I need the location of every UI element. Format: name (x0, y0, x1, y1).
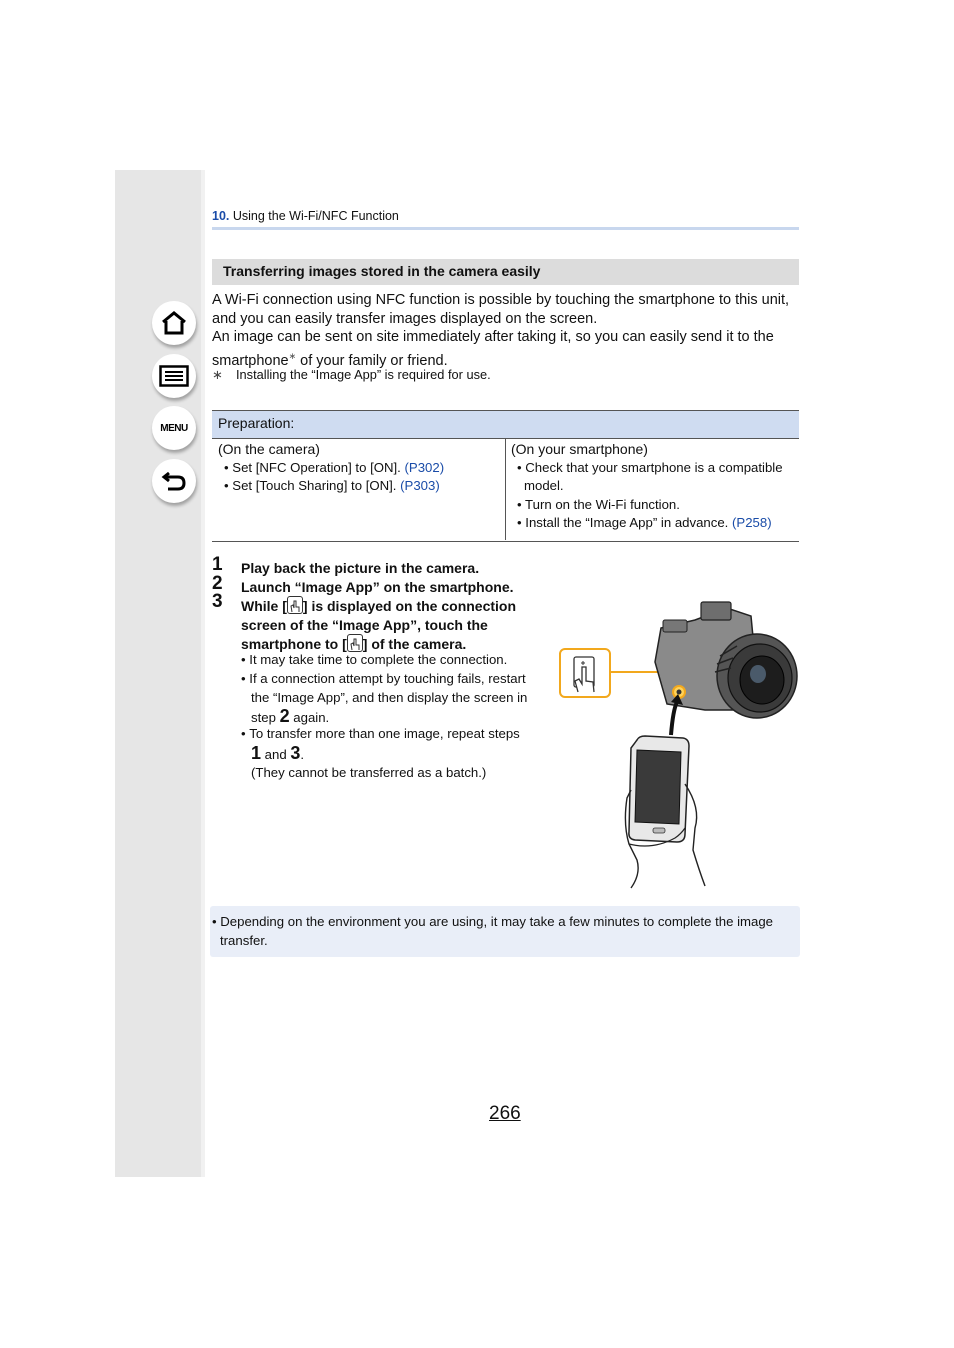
item-text: Check that your smartphone is a compatible (525, 459, 783, 475)
smartphone-column (511, 440, 799, 533)
list-item: • Set [NFC Operation] to [ON]. (P302) (224, 459, 445, 475)
intro-paragraph (212, 291, 799, 370)
nfc-touch-illustration (555, 598, 801, 890)
step-number: 1 (212, 554, 223, 575)
section-heading-bar (212, 259, 799, 285)
step3-note: • It may take time to complete the connection. (241, 652, 508, 667)
column-divider (505, 439, 506, 540)
note-text: and (261, 746, 291, 762)
step-text: Launch “Image App” on the smartphone. (241, 579, 514, 595)
page-number[interactable]: 266 (489, 1103, 521, 1124)
step-reference: 2 (279, 706, 290, 726)
note-text: the “Image App”, and then display the screen in (251, 689, 528, 705)
intro-line: A Wi-Fi connection using NFC function is possible by touching the smartphone to this unit, (212, 292, 790, 308)
list-item: • Install the “Image App” in advance. (P258) (517, 515, 772, 530)
item-text: Install the “Image App” in advance. (525, 515, 733, 530)
note-text: It may take time to complete the connection. (249, 652, 508, 667)
table-of-contents-button[interactable] (152, 354, 196, 398)
preparation-label: Preparation: (218, 415, 295, 431)
item-text: model. (524, 478, 564, 493)
step-text-part: ] of the camera. (362, 636, 467, 652)
menu-button[interactable] (152, 406, 196, 450)
page-link-p303[interactable]: (P303) (400, 478, 440, 493)
list-item: • Check that your smartphone is a compatible model. (517, 459, 783, 493)
home-icon (160, 310, 188, 336)
footnote-text: Installing the “Image App” is required for use. (236, 367, 491, 382)
page-link-p258[interactable]: (P258) (732, 515, 772, 530)
list-icon (159, 365, 189, 387)
intro-line: and you can easily transfer images displayed on the screen. (212, 310, 598, 327)
intro-text: of your family or friend. (296, 352, 448, 369)
step-reference: 3 (290, 742, 301, 763)
remark-box (210, 906, 800, 957)
back-button[interactable] (152, 459, 196, 503)
home-button[interactable] (152, 301, 196, 345)
note-text: To transfer more than one image, repeat steps (249, 726, 520, 741)
footnote (212, 367, 491, 383)
smartphone-image (629, 736, 689, 842)
note-text: If a connection attempt by touching fails, restart (249, 671, 526, 686)
preparation-header (212, 411, 799, 439)
smartphone-column-title: (On your smartphone) (511, 441, 648, 457)
step-number: 2 (212, 573, 223, 594)
camera-column (218, 440, 500, 496)
back-arrow-icon (160, 468, 188, 494)
preparation-table (212, 410, 799, 542)
step-text-part: screen of the “Image App”, touch the (241, 616, 488, 633)
note-text: . (300, 746, 305, 762)
page-link-p302[interactable]: (P302) (404, 459, 445, 475)
header-divider (212, 227, 799, 230)
touch-sharing-icon (347, 634, 363, 652)
remark-text: • Depending on the environment you are using, it may take a few minutes to complete the image transfer. (212, 914, 774, 948)
intro-text: smartphone (212, 352, 289, 369)
step3-note: • If a connection attempt by touching fails, restart the “Image App”, and then display the screen in step 2 again. (241, 671, 528, 726)
remark-line: Depending on the environment you are using, it may take a few minutes to complete the image (220, 914, 774, 929)
footnote-marker: ∗ (288, 350, 297, 361)
list-item: • Turn on the Wi-Fi function. (517, 496, 680, 512)
intro-line: An image can be sent on site immediately after taking it, so you can easily send it to the (212, 329, 774, 345)
camera-column-title: (On the camera) (218, 441, 320, 457)
step-text-part: While [ (241, 598, 287, 614)
touch-sharing-callout-icon (560, 649, 610, 697)
step-text-part: ] is displayed on the connection (302, 598, 517, 614)
remark-line: transfer. (220, 932, 268, 948)
step-reference: 1 (251, 742, 262, 763)
step-text: Play back the picture in the camera. (241, 560, 480, 576)
section-title: Transferring images stored in the camera easily (223, 263, 541, 279)
note-text: step (251, 710, 280, 725)
step-number: 3 (212, 591, 223, 612)
chapter-number: 10. (212, 209, 230, 223)
step3-note: • To transfer more than one image, repeat steps 1 and 3. (They cannot be transferred as a batch.) (241, 726, 520, 780)
menu-label: MENU (160, 422, 188, 434)
note-text: again. (289, 710, 330, 725)
footnote-star: ∗ (212, 367, 223, 382)
list-item: • Set [Touch Sharing] to [ON]. (P303) (224, 478, 440, 493)
item-text: Set [Touch Sharing] to [ON]. (232, 478, 401, 493)
note-text: (They cannot be transferred as a batch.) (251, 765, 487, 780)
touch-sharing-icon (287, 596, 303, 614)
chapter-header (212, 209, 399, 223)
sidebar-edge (201, 170, 205, 1177)
chapter-title: Using the Wi-Fi/NFC Function (232, 209, 399, 223)
step-text-part: smartphone to [ (241, 636, 347, 652)
step-text (241, 596, 541, 654)
item-text: Set [NFC Operation] to [ON]. (232, 459, 405, 475)
item-text: Turn on the Wi-Fi function. (525, 496, 680, 512)
